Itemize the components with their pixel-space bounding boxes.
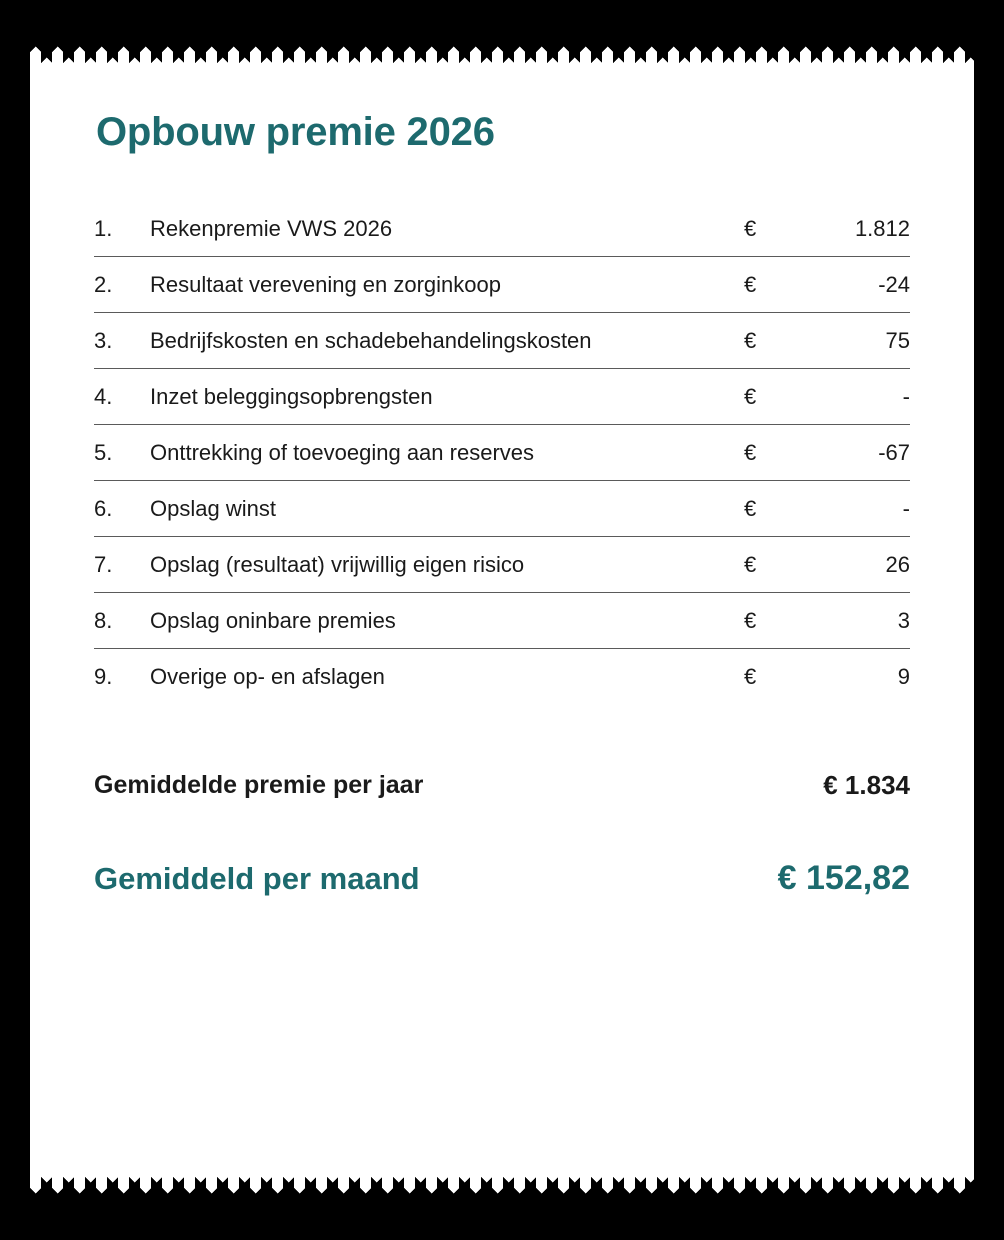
row-currency: €	[744, 664, 757, 689]
row-number: 5.	[94, 425, 150, 481]
row-number: 8.	[94, 593, 150, 649]
row-value: 75	[800, 313, 910, 369]
row-label: Inzet beleggingsopbrengsten	[150, 369, 736, 425]
row-number: 7.	[94, 537, 150, 593]
row-number: 4.	[94, 369, 150, 425]
torn-edge-top-icon	[30, 40, 974, 64]
torn-edge-bottom-icon	[30, 1176, 974, 1200]
row-label: Bedrijfskosten en schadebehandelingskosten	[150, 313, 736, 369]
row-number: 1.	[94, 201, 150, 257]
row-currency: €	[736, 593, 800, 649]
table-row	[94, 537, 910, 593]
premium-breakdown-table	[94, 201, 910, 704]
table-row	[94, 593, 910, 649]
total-month-value: € 152,82	[777, 859, 910, 897]
row-value: 9	[897, 664, 910, 689]
table-row	[94, 369, 910, 425]
row-label: Rekenpremie VWS 2026	[150, 201, 736, 257]
row-label: Overige op- en afslagen	[150, 664, 385, 689]
row-currency: €	[736, 481, 800, 537]
table-row	[94, 649, 910, 705]
row-currency: €	[736, 257, 800, 313]
row-number: 6.	[94, 481, 150, 537]
total-year-value: € 1.834	[823, 770, 910, 800]
row-number: 2.	[94, 257, 150, 313]
page-title: Opbouw premie 2026	[96, 110, 495, 154]
total-year-label: Gemiddelde premie per jaar	[94, 771, 424, 799]
row-currency: €	[736, 537, 800, 593]
row-label: Onttrekking of toevoeging aan reserves	[150, 425, 736, 481]
row-label: Opslag winst	[150, 481, 736, 537]
row-value: 3	[800, 593, 910, 649]
receipt-card	[30, 40, 974, 1200]
row-value: -	[800, 481, 910, 537]
table-row	[94, 257, 910, 313]
row-value: -67	[800, 425, 910, 481]
table-row	[94, 201, 910, 257]
total-year-row	[94, 770, 910, 801]
row-value: 26	[800, 537, 910, 593]
row-value: -24	[800, 257, 910, 313]
totals-table	[94, 770, 910, 898]
row-currency: €	[736, 201, 800, 257]
receipt-content	[30, 40, 974, 1200]
row-label: Opslag oninbare premies	[150, 593, 736, 649]
row-currency: €	[736, 313, 800, 369]
section-spacer	[94, 704, 910, 770]
table-row	[94, 481, 910, 537]
table-row	[94, 425, 910, 481]
total-month-row	[94, 859, 910, 898]
row-number: 9.	[94, 664, 113, 689]
row-label: Opslag (resultaat) vrijwillig eigen risico	[150, 537, 736, 593]
row-label: Resultaat verevening en zorginkoop	[150, 257, 736, 313]
row-currency: €	[736, 425, 800, 481]
table-row	[94, 313, 910, 369]
row-value: -	[800, 369, 910, 425]
row-number: 3.	[94, 313, 150, 369]
total-month-label: Gemiddeld per maand	[94, 860, 420, 896]
row-currency: €	[736, 369, 800, 425]
totals-gap	[94, 801, 910, 859]
row-value: 1.812	[800, 201, 910, 257]
